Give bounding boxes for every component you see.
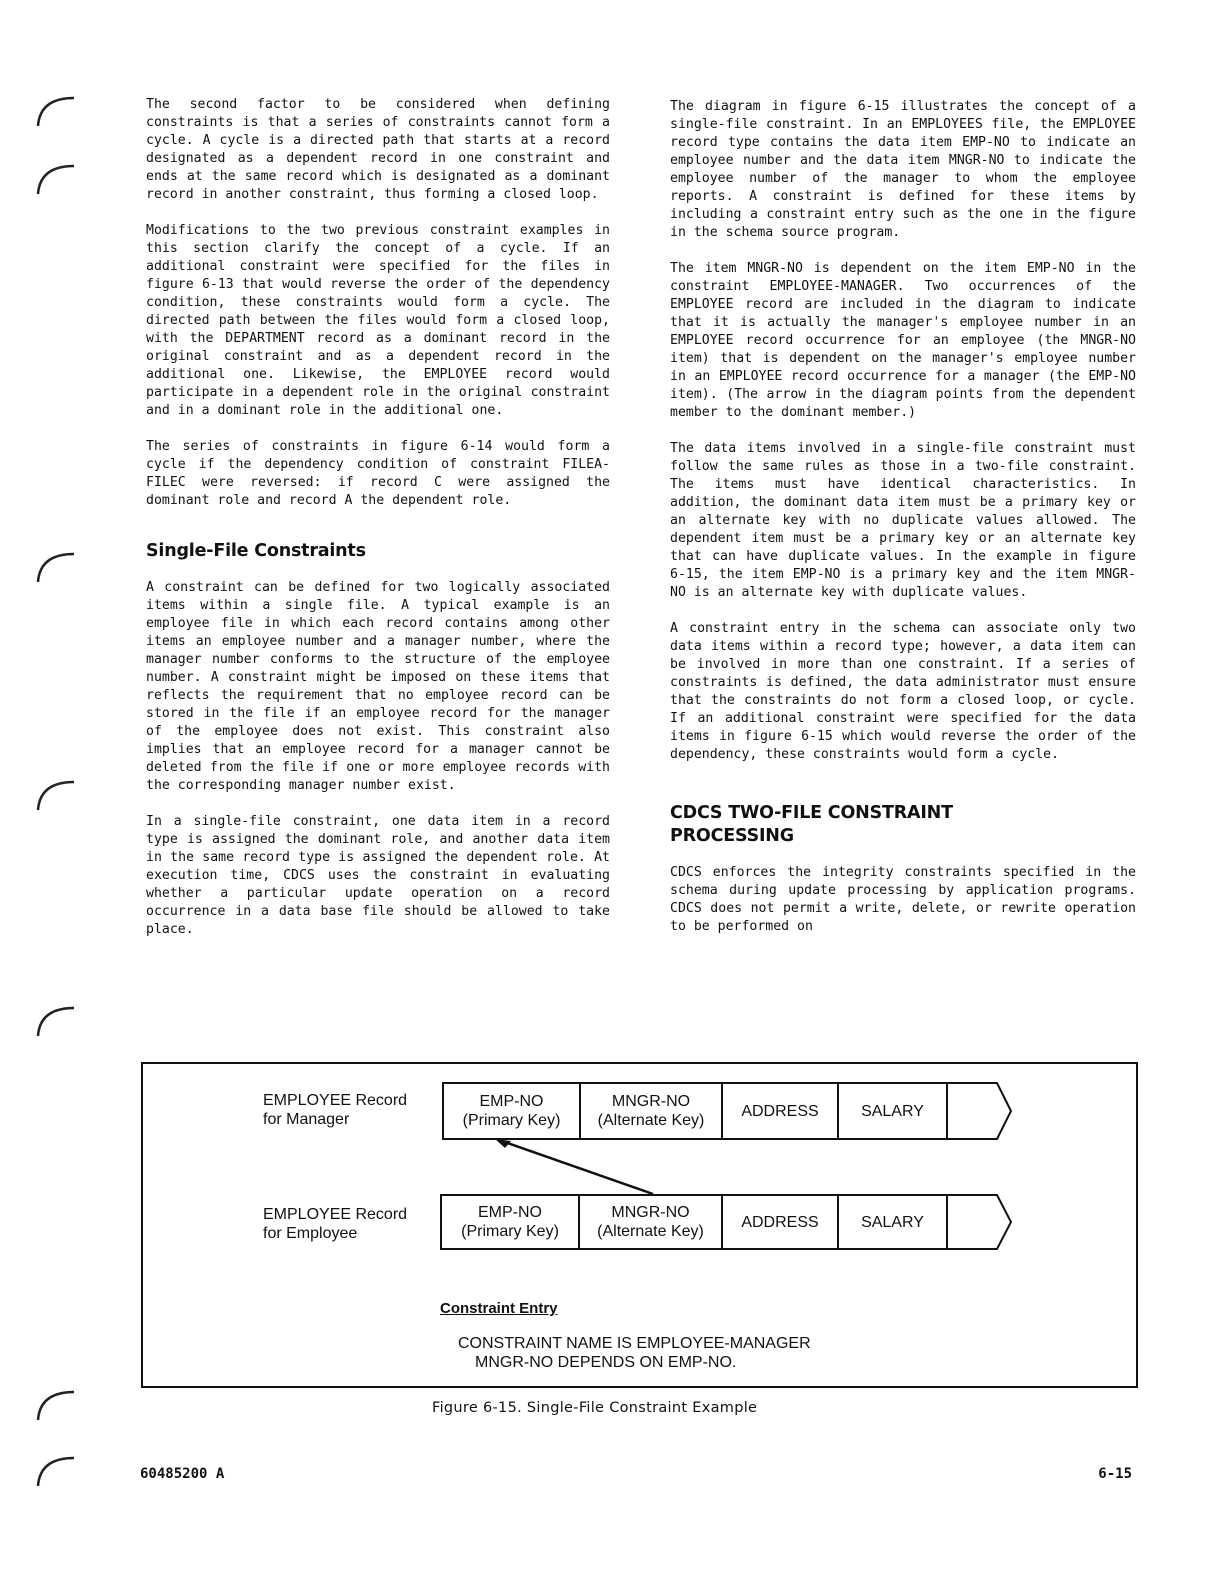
section-heading: Single-File Constraints xyxy=(146,541,366,561)
paragraph: A constraint entry in the schema can associate only two data items within a record type; however, a data item can be involved in more than one constraint. If a series of constraints is defined, the data administrator must ensure that the constraints do not form a closed loop, or cycle. If an additional constraint were specified for the data items in figure 6-15 which would reverse the order of the dependency, these constraints would form a cycle. xyxy=(670,621,1136,762)
paragraph: In a single-file constraint, one data item in a record type is assigned the dominant role, and another data item in the same record type is assigned the dependent role. At execution time, CDCS uses the constraint in evaluating whether a particular update operation on a record occurrence in a data base file should be allowed to take place. xyxy=(146,814,610,937)
punch-hole-mark xyxy=(32,154,82,204)
punch-hole-mark xyxy=(32,86,82,136)
paragraph: CDCS enforces the integrity constraints specified in the schema during update processing by application programs. CDCS does not permit a write, delete, or rewrite operation to be performed on xyxy=(670,865,1136,934)
constraint-entry-title: Constraint Entry xyxy=(440,1300,558,1317)
paragraph: The second factor to be considered when defining constraints is that a series of constraints cannot form a cycle. A cycle is a directed path that starts at a record designated as a dependent record in one constraint and ends at the same record which is designated as a dominant record in another constraint, thus forming a closed loop. xyxy=(146,97,610,202)
paragraph: The data items involved in a single-file constraint must follow the same rules as those in a two-file constraint. The items must have identical characteristics. In addition, the dominant data item must be a primary key or an alternate key with no duplicate values allowed. The dependent item must be a primary key or an alternate key that can have duplicate values. In the example in figure 6-15, the item EMP-NO is a primary key and the item MNGR-NO is an alternate key with duplicate values. xyxy=(670,441,1136,600)
paragraph: A constraint can be defined for two logically associated items within a single file. A typical example is an employee file in which each record contains among other items an employee number and a manager number, where the manager number conforms to the structure of the employee number. A constraint might be imposed on these items that reflects the requirement that no employee record can be stored in the file if an employee record for the manager of the employee does not exist. This constraint also implies that an employee record for a manager cannot be deleted from the file if one or more employee records with the corresponding manager number exist. xyxy=(146,580,610,793)
manager-record-label: EMPLOYEE Record for Manager xyxy=(263,1092,408,1128)
emp-no-cell: EMP-NO (Primary Key) xyxy=(442,1082,581,1140)
punch-hole-mark xyxy=(32,770,82,820)
punch-hole-mark xyxy=(32,996,82,1046)
record-continuation-arrow xyxy=(945,1194,1015,1250)
dependency-arrow xyxy=(493,1138,663,1198)
figure-caption: Figure 6-15. Single-File Constraint Example xyxy=(432,1400,758,1416)
page-number: 6-15 xyxy=(1098,1466,1132,1482)
heading-line: PROCESSING xyxy=(670,826,794,846)
paragraph: The item MNGR-NO is dependent on the item EMP-NO in the constraint EMPLOYEE-MANAGER. Two occurrences of the EMPLOYEE record are included in the diagram to indicate that it is actually the manager's employee number in an EMPLOYEE record occurrence for an employee (the MNGR-NO item) that is dependent on the manager's employee number in an EMPLOYEE record occurrence for a manager (the EMP-NO item). (The arrow in the diagram points from the dependent member to the dominant member.) xyxy=(670,261,1136,420)
heading-line: CDCS TWO-FILE CONSTRAINT xyxy=(670,803,953,823)
punch-hole-mark xyxy=(32,542,82,592)
paragraph: The series of constraints in figure 6-14 would form a cycle if the dependency condition of constraint FILEA-FILEC were reversed: if record C were assigned the dominant role and record A the dependent role. xyxy=(146,439,610,508)
section-heading xyxy=(670,802,1136,848)
constraint-entry-text: CONSTRAINT NAME IS EMPLOYEE-MANAGER MNGR-NO DEPENDS ON EMP-NO. xyxy=(458,1335,811,1371)
employee-record-label: EMPLOYEE Record for Employee xyxy=(263,1206,408,1242)
record-continuation-arrow xyxy=(945,1082,1015,1140)
emp-no-cell: EMP-NO (Primary Key) xyxy=(440,1194,580,1250)
punch-hole-mark xyxy=(32,1380,82,1430)
salary-cell: SALARY xyxy=(837,1082,948,1140)
figure-box xyxy=(141,1062,1138,1388)
salary-cell: SALARY xyxy=(837,1194,948,1250)
paragraph: Modifications to the two previous constraint examples in this section clarify the concept of a cycle. If an additional constraint were specified for the files in figure 6-13 that would reverse the order of the dependency condition, these constraints would form a cycle. The directed path between the files would form a closed loop, with the DEPARTMENT record as a dominant record in the original constraint and as a dependent record in the additional one. Likewise, the EMPLOYEE record would participate in a dependent role in the original constraint and in a dominant role in the additional one. xyxy=(146,223,610,418)
punch-hole-mark xyxy=(32,1446,82,1496)
mngr-no-cell: MNGR-NO (Alternate Key) xyxy=(578,1194,723,1250)
address-cell: ADDRESS xyxy=(721,1194,839,1250)
mngr-no-cell: MNGR-NO (Alternate Key) xyxy=(579,1082,723,1140)
left-column xyxy=(146,96,610,957)
document-number: 60485200 A xyxy=(140,1466,225,1482)
right-column xyxy=(670,98,1136,954)
address-cell: ADDRESS xyxy=(721,1082,839,1140)
paragraph: The diagram in figure 6-15 illustrates the concept of a single-file constraint. In an EMPLOYEES file, the EMPLOYEE record type contains the data item EMP-NO to indicate an employee number and the data item MNGR-NO to indicate the employee number of the manager to whom the employee reports. A constraint is defined for these items by including a constraint entry such as the one in the figure in the schema source program. xyxy=(670,99,1136,240)
